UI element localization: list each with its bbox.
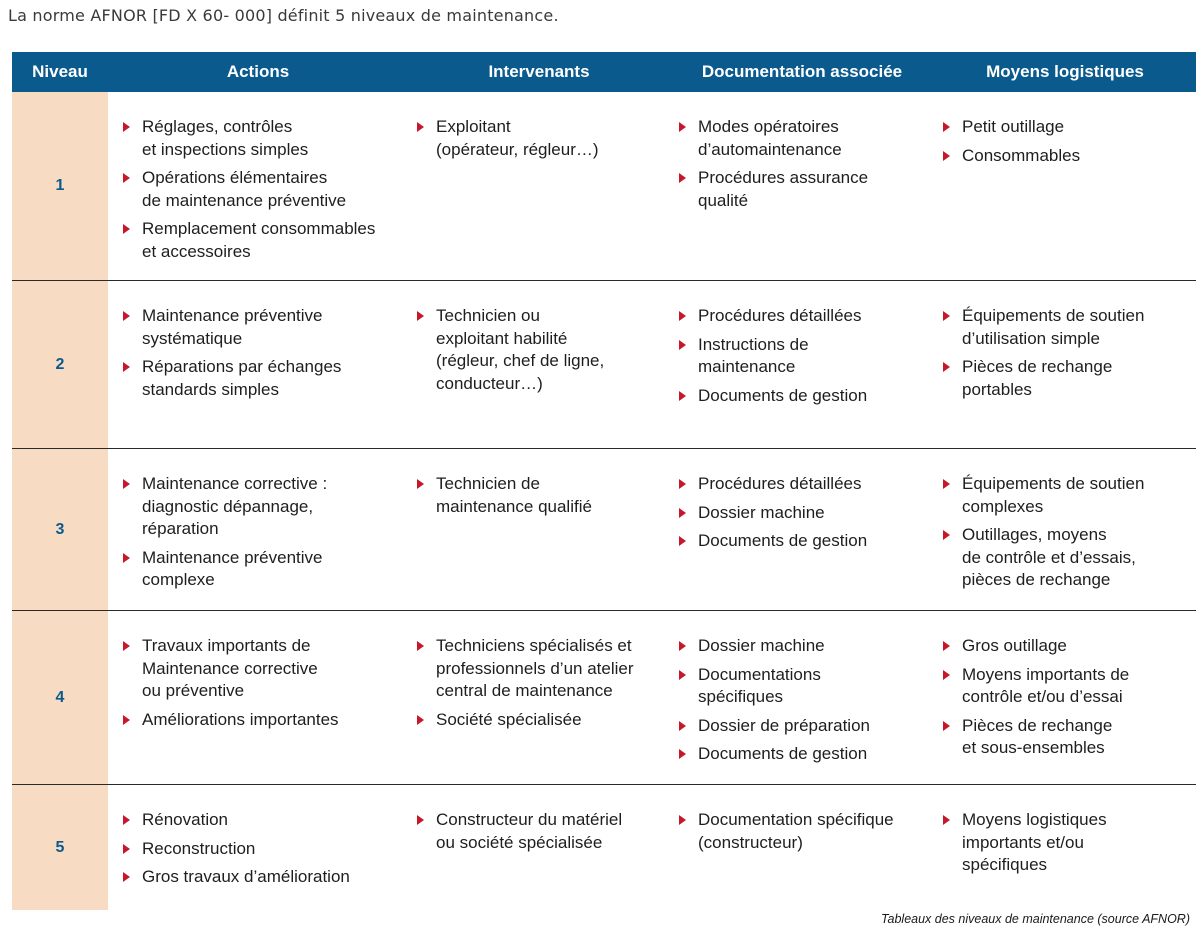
list-item: Équipements de soutien complexes: [940, 473, 1196, 518]
intro-text: La norme AFNOR [FD X 60- 000] définit 5 niveaux de maintenance.: [8, 6, 559, 25]
actions-cell: [108, 449, 408, 610]
list-item: Rénovation: [120, 809, 408, 832]
documentation-cell: [670, 785, 934, 910]
list-item: Remplacement consommables et accessoires: [120, 218, 408, 263]
list-item: Technicien ou exploitant habilité (régleur, chef de ligne, conducteur…): [414, 305, 670, 395]
moyens-cell: [934, 449, 1196, 610]
list-item: Moyens logistiques importants et/ou spécifiques: [940, 809, 1196, 877]
table-body: [12, 92, 1196, 910]
level-number: 1: [12, 92, 108, 280]
intervenants-list: [414, 116, 670, 161]
list-item: Réglages, contrôles et inspections simples: [120, 116, 408, 161]
list-item: Modes opératoires d’automaintenance: [676, 116, 934, 161]
intervenants-list: [414, 473, 670, 518]
list-item: Moyens importants de contrôle et/ou d’essai: [940, 664, 1196, 709]
actions-list: [120, 116, 408, 263]
moyens-cell: [934, 281, 1196, 448]
level-number: 4: [12, 611, 108, 784]
list-item: Consommables: [940, 145, 1196, 168]
intervenants-cell: [408, 785, 670, 910]
list-item: Société spécialisée: [414, 709, 670, 732]
list-item: Exploitant (opérateur, régleur…): [414, 116, 670, 161]
list-item: Améliorations importantes: [120, 709, 408, 732]
table-caption: Tableaux des niveaux de maintenance (source AFNOR): [881, 912, 1190, 926]
level-number: 5: [12, 785, 108, 910]
table-row-level-4: [12, 610, 1196, 784]
list-item: Documents de gestion: [676, 385, 934, 408]
moyens-cell: [934, 611, 1196, 784]
level-number: 2: [12, 281, 108, 448]
header-niveau: Niveau: [32, 62, 88, 81]
list-item: Documents de gestion: [676, 743, 934, 766]
list-item: Maintenance préventive systématique: [120, 305, 408, 350]
list-item: Procédures détaillées: [676, 305, 934, 328]
documentation-cell: [670, 611, 934, 784]
table-row-level-5: [12, 784, 1196, 910]
moyens-list: [940, 809, 1196, 877]
list-item: Opérations élémentaires de maintenance préventive: [120, 167, 408, 212]
moyens-cell: [934, 92, 1196, 280]
intervenants-cell: [408, 92, 670, 280]
list-item: Équipements de soutien d’utilisation simple: [940, 305, 1196, 350]
intervenants-cell: [408, 449, 670, 610]
list-item: Techniciens spécialisés et professionnels d’un atelier central de maintenance: [414, 635, 670, 703]
documentation-list: [676, 305, 934, 407]
list-item: Pièces de rechange portables: [940, 356, 1196, 401]
actions-cell: [108, 785, 408, 910]
list-item: Procédures assurance qualité: [676, 167, 934, 212]
table-row-level-2: [12, 280, 1196, 448]
list-item: Petit outillage: [940, 116, 1196, 139]
documentation-list: [676, 635, 934, 766]
actions-list: [120, 473, 408, 592]
actions-cell: [108, 611, 408, 784]
list-item: Pièces de rechange et sous-ensembles: [940, 715, 1196, 760]
table-header: [12, 52, 1196, 92]
documentation-cell: [670, 449, 934, 610]
actions-list: [120, 305, 408, 401]
list-item: Constructeur du matériel ou société spécialisée: [414, 809, 670, 854]
documentation-cell: [670, 281, 934, 448]
moyens-list: [940, 305, 1196, 401]
list-item: Documentations spécifiques: [676, 664, 934, 709]
intervenants-cell: [408, 611, 670, 784]
list-item: Maintenance préventive complexe: [120, 547, 408, 592]
list-item: Documentation spécifique (constructeur): [676, 809, 934, 854]
table-row-level-1: [12, 92, 1196, 280]
actions-cell: [108, 281, 408, 448]
documentation-list: [676, 809, 934, 854]
header-intervenants: Intervenants: [488, 62, 590, 81]
maintenance-levels-table: [12, 52, 1196, 910]
list-item: Dossier machine: [676, 635, 934, 658]
documentation-cell: [670, 92, 934, 280]
documentation-list: [676, 473, 934, 553]
list-item: Dossier de préparation: [676, 715, 934, 738]
actions-list: [120, 809, 408, 889]
documentation-list: [676, 116, 934, 212]
moyens-list: [940, 116, 1196, 167]
intervenants-list: [414, 635, 670, 731]
actions-list: [120, 635, 408, 731]
intervenants-list: [414, 305, 670, 395]
list-item: Travaux importants de Maintenance corrective ou préventive: [120, 635, 408, 703]
list-item: Reconstruction: [120, 838, 408, 861]
header-moyens: Moyens logistiques: [986, 62, 1144, 81]
moyens-list: [940, 635, 1196, 760]
level-number: 3: [12, 449, 108, 610]
header-documentation: Documentation associée: [701, 62, 903, 81]
actions-cell: [108, 92, 408, 280]
list-item: Dossier machine: [676, 502, 934, 525]
list-item: Gros travaux d’amélioration: [120, 866, 408, 889]
list-item: Instructions de maintenance: [676, 334, 934, 379]
moyens-list: [940, 473, 1196, 592]
list-item: Gros outillage: [940, 635, 1196, 658]
list-item: Réparations par échanges standards simples: [120, 356, 408, 401]
header-actions: Actions: [226, 62, 290, 81]
intervenants-cell: [408, 281, 670, 448]
list-item: Technicien de maintenance qualifié: [414, 473, 670, 518]
list-item: Outillages, moyens de contrôle et d’essais, pièces de rechange: [940, 524, 1196, 592]
intervenants-list: [414, 809, 670, 854]
list-item: Procédures détaillées: [676, 473, 934, 496]
list-item: Documents de gestion: [676, 530, 934, 553]
moyens-cell: [934, 785, 1196, 910]
table-row-level-3: [12, 448, 1196, 610]
list-item: Maintenance corrective : diagnostic dépannage, réparation: [120, 473, 408, 541]
